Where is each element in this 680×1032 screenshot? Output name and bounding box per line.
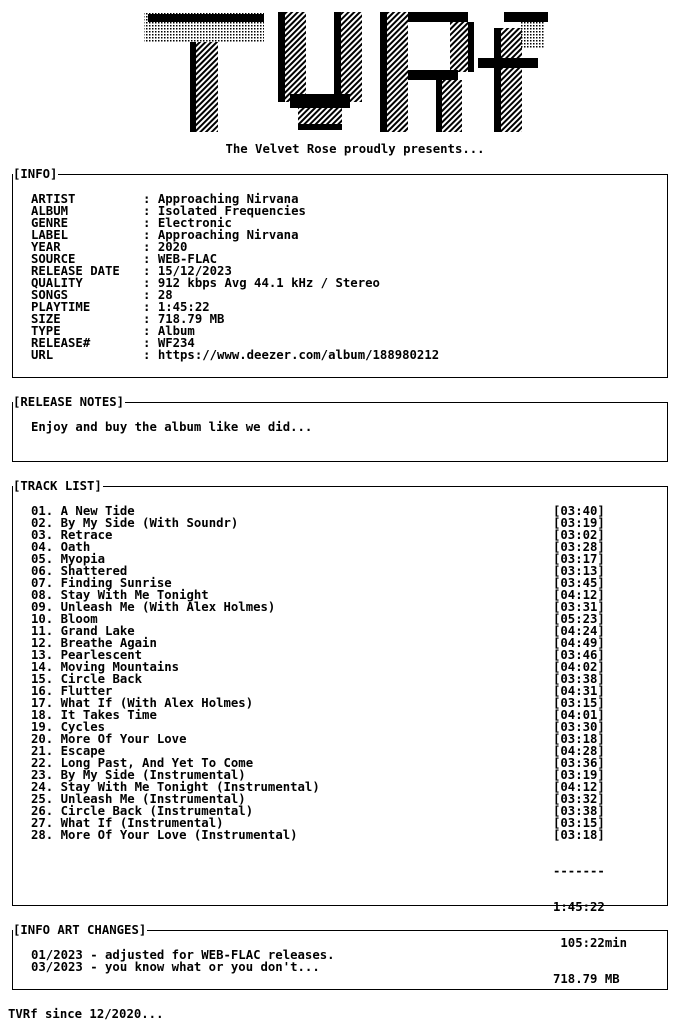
info-separator: : (143, 228, 158, 242)
release-notes-title: [RELEASE NOTES] (13, 395, 125, 409)
info-row (31, 241, 439, 253)
track-title: Stay With Me Tonight (60, 588, 209, 602)
track-title: Myopia (60, 552, 106, 566)
track-duration: [05:23] (553, 612, 605, 626)
info-row (31, 349, 439, 361)
info-key: YEAR (31, 240, 61, 254)
info-section (12, 167, 668, 378)
info-value: WF234 (157, 336, 195, 350)
track-title: By My Side (With Soundr) (60, 516, 239, 530)
track-duration: [03:46] (553, 648, 605, 662)
info-key: SOURCE (31, 252, 76, 266)
track-row (31, 673, 611, 685)
track-number: 10. (31, 612, 54, 626)
tagline: The Velvet Rose proudly presents... (225, 142, 485, 156)
track-title: By My Side (Instrumental) (60, 768, 246, 782)
track-number: 15. (31, 672, 54, 686)
info-value: Approaching Nirvana (157, 192, 299, 206)
track-duration: [03:18] (553, 732, 605, 746)
info-separator: : (143, 216, 158, 230)
track-duration: [04:49] (553, 636, 605, 650)
track-title: Stay With Me Tonight (Instrumental) (60, 780, 320, 794)
info-row (31, 313, 439, 325)
track-title: Moving Mountains (60, 660, 180, 674)
track-number: 05. (31, 552, 54, 566)
info-value: Electronic (157, 216, 232, 230)
track-number: 01. (31, 504, 54, 518)
track-duration: [03:02] (553, 528, 605, 542)
track-row (31, 541, 611, 553)
release-notes-section (12, 395, 668, 462)
track-title: More Of Your Love (60, 732, 187, 746)
track-number: 14. (31, 660, 54, 674)
info-art-changes-title: [INFO ART CHANGES] (13, 923, 147, 937)
track-list (31, 505, 611, 841)
info-row (31, 277, 439, 289)
track-number: 09. (31, 600, 54, 614)
track-number: 07. (31, 576, 54, 590)
track-title: Shattered (60, 564, 128, 578)
track-duration: [03:40] (553, 504, 605, 518)
track-number: 25. (31, 792, 54, 806)
total-minutes: 105:22min (553, 936, 628, 950)
tvrf-logo (140, 10, 550, 135)
track-title: Bloom (60, 612, 98, 626)
track-duration: [04:01] (553, 708, 605, 722)
info-value: Album (157, 324, 195, 338)
track-row (31, 529, 611, 541)
track-number: 19. (31, 720, 54, 734)
track-title: Pearlescent (60, 648, 143, 662)
track-duration: [03:13] (553, 564, 605, 578)
info-key: URL (31, 348, 54, 362)
track-title: A New Tide (60, 504, 135, 518)
track-duration: [03:32] (553, 792, 605, 806)
track-duration: [04:31] (553, 684, 605, 698)
info-list (31, 193, 439, 361)
info-key: RELEASE DATE (31, 264, 120, 278)
info-section-title: [INFO] (13, 167, 58, 181)
info-key: PLAYTIME (31, 300, 91, 314)
release-notes-text: Enjoy and buy the album like we did... (31, 420, 313, 434)
track-number: 26. (31, 804, 54, 818)
info-separator: : (143, 240, 158, 254)
info-value: Isolated Frequencies (157, 204, 306, 218)
track-title: Unleash Me (Instrumental) (60, 792, 246, 806)
track-row (31, 733, 611, 745)
track-title: More Of Your Love (Instrumental) (60, 828, 298, 842)
track-title: Unleash Me (With Alex Holmes) (60, 600, 276, 614)
info-value: WEB-FLAC (157, 252, 218, 266)
info-separator: : (143, 336, 158, 350)
info-art-changes-section (12, 923, 668, 990)
info-value: Approaching Nirvana (157, 228, 299, 242)
track-duration: [03:15] (553, 696, 605, 710)
info-value: 718.79 MB (157, 312, 225, 326)
track-duration: [03:15] (553, 816, 605, 830)
track-number: 04. (31, 540, 54, 554)
info-key: SONGS (31, 288, 69, 302)
track-number: 23. (31, 768, 54, 782)
track-number: 12. (31, 636, 54, 650)
track-duration: [04:28] (553, 744, 605, 758)
info-separator: : (143, 324, 158, 338)
track-title: Circle Back (Instrumental) (60, 804, 254, 818)
track-number: 24. (31, 780, 54, 794)
info-art-changes-list (31, 949, 335, 973)
track-row (31, 517, 611, 529)
info-row (31, 289, 439, 301)
track-title: Escape (60, 744, 106, 758)
track-title: Finding Sunrise (60, 576, 172, 590)
change-line: 01/2023 - adjusted for WEB-FLAC releases. (31, 948, 335, 962)
track-title: Breathe Again (60, 636, 157, 650)
track-list-title: [TRACK LIST] (13, 479, 102, 493)
change-line: 03/2023 - you know what or you don't... (31, 960, 320, 974)
info-value: 15/12/2023 (157, 264, 232, 278)
info-key: ALBUM (31, 204, 69, 218)
track-number: 18. (31, 708, 54, 722)
track-duration: [03:19] (553, 768, 605, 782)
track-number: 22. (31, 756, 54, 770)
track-number: 13. (31, 648, 54, 662)
track-duration: [03:31] (553, 600, 605, 614)
track-title: What If (Instrumental) (60, 816, 224, 830)
track-duration: [03:19] (553, 516, 605, 530)
info-separator: : (143, 276, 158, 290)
track-duration: [04:02] (553, 660, 605, 674)
track-number: 08. (31, 588, 54, 602)
track-row (31, 829, 611, 841)
track-duration: [04:24] (553, 624, 605, 638)
info-separator: : (143, 264, 158, 278)
total-size: 718.79 MB (553, 972, 620, 986)
track-title: Circle Back (60, 672, 143, 686)
track-duration: [03:30] (553, 720, 605, 734)
track-duration: [03:28] (553, 540, 605, 554)
info-key: ARTIST (31, 192, 76, 206)
info-separator: : (143, 204, 158, 218)
info-value: 2020 (157, 240, 188, 254)
totals-separator: ------- (553, 864, 605, 878)
info-key: SIZE (31, 312, 61, 326)
track-duration: [03:17] (553, 552, 605, 566)
info-key: LABEL (31, 228, 69, 242)
track-title: What If (With Alex Holmes) (60, 696, 254, 710)
info-separator: : (143, 288, 158, 302)
info-separator: : (143, 300, 158, 314)
track-row (31, 709, 611, 721)
track-number: 28. (31, 828, 54, 842)
track-number: 03. (31, 528, 54, 542)
info-value: 912 kbps Avg 44.1 kHz / Stereo (157, 276, 380, 290)
track-number: 02. (31, 516, 54, 530)
info-key: TYPE (31, 324, 61, 338)
track-title: It Takes Time (60, 708, 157, 722)
track-duration: [03:38] (553, 672, 605, 686)
track-duration: [04:12] (553, 780, 605, 794)
track-number: 06. (31, 564, 54, 578)
track-duration: [03:36] (553, 756, 605, 770)
track-duration: [03:45] (553, 576, 605, 590)
track-title: Flutter (60, 684, 113, 698)
info-separator: : (143, 312, 158, 326)
track-number: 16. (31, 684, 54, 698)
info-key: RELEASE# (31, 336, 91, 350)
info-value: https://www.deezer.com/album/188980212 (157, 348, 440, 362)
info-separator: : (143, 348, 158, 362)
track-title: Long Past, And Yet To Come (60, 756, 254, 770)
track-duration: [03:18] (553, 828, 605, 842)
track-title: Grand Lake (60, 624, 135, 638)
total-time: 1:45:22 (553, 900, 605, 914)
track-title: Oath (60, 540, 91, 554)
info-row (31, 229, 439, 241)
track-duration: [03:38] (553, 804, 605, 818)
info-value: 1:45:22 (157, 300, 210, 314)
track-title: Retrace (60, 528, 113, 542)
footer-text: TVRf since 12/2020... (8, 1007, 164, 1021)
info-key: GENRE (31, 216, 69, 230)
track-row (31, 601, 611, 613)
track-number: 20. (31, 732, 54, 746)
info-row (31, 325, 439, 337)
track-number: 27. (31, 816, 54, 830)
track-number: 11. (31, 624, 54, 638)
track-number: 17. (31, 696, 54, 710)
info-separator: : (143, 192, 158, 206)
info-key: QUALITY (31, 276, 83, 290)
info-row (31, 301, 439, 313)
info-row (31, 205, 439, 217)
info-separator: : (143, 252, 158, 266)
track-title: Cycles (60, 720, 106, 734)
track-number: 21. (31, 744, 54, 758)
track-duration: [04:12] (553, 588, 605, 602)
info-value: 28 (157, 288, 173, 302)
